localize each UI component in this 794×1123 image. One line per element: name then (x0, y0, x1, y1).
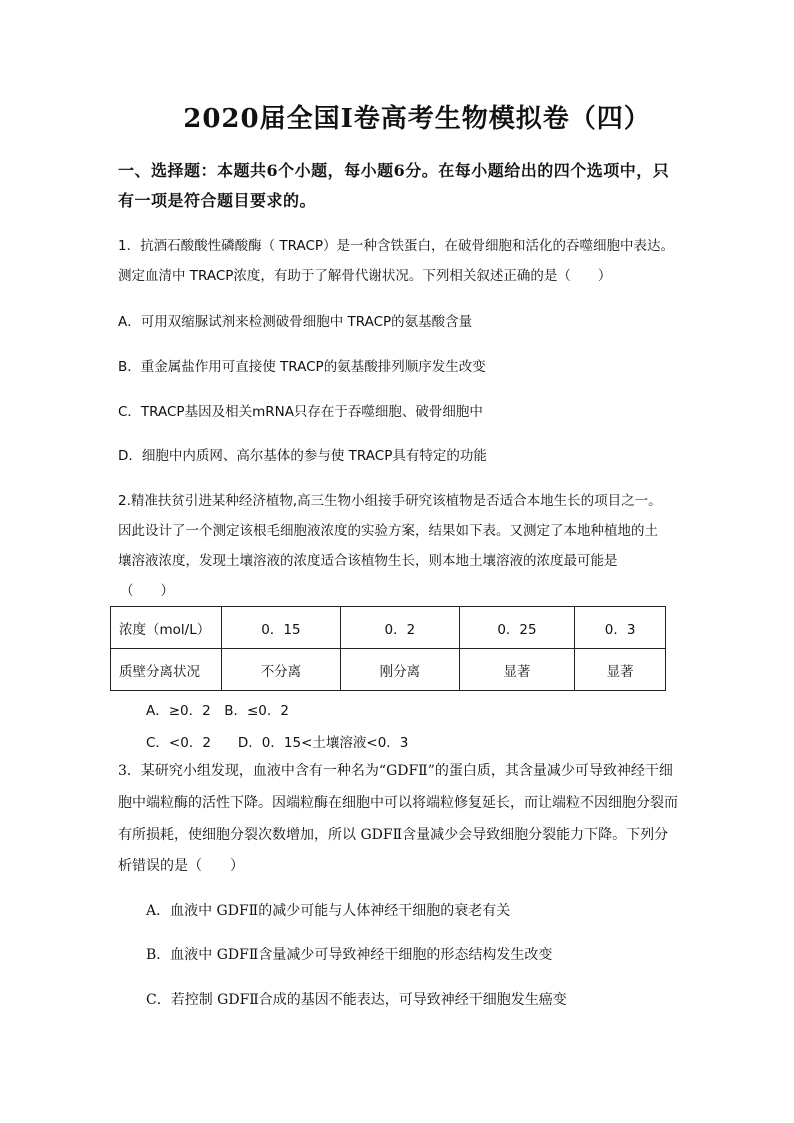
q3-option-b: B．血液中 GDFⅡ含量减少可导致神经干细胞的形态结构发生改变 (146, 947, 553, 963)
q2-stem-line-2: 因此设计了一个测定该根毛细胞液浓度的实验方案，结果如下表。又测定了本地种植地的土 (118, 523, 658, 539)
page-title: 2020届全国I卷高考生物模拟卷（四） (183, 104, 651, 134)
q3-stem-line-3: 有所损耗，使细胞分裂次数增加，所以 GDFⅡ含量减少会导致细胞分裂能力下降。下列分 (118, 827, 669, 843)
q1-option-d: D．细胞中内质网、高尔基体的参与使 TRACP具有特定的功能 (118, 448, 487, 464)
table-cell: 不分离 (222, 649, 341, 691)
section-heading-line-2: 有一项是符合题目要求的。 (118, 191, 317, 210)
q1-stem-line-1: 1．抗酒石酸酸性磷酸酶（ TRACP）是一种含铁蛋白，在破骨细胞和活化的吞噬细胞中表达。 (118, 238, 675, 254)
table-cell: 刚分离 (340, 649, 459, 691)
table-cell: 0．25 (459, 607, 574, 649)
q3-stem-line-4: 析错误的是（ ） (118, 858, 244, 874)
q2-options-line-1: A．≥0．2 B．≤0．2 (146, 703, 289, 719)
q3-option-c: C．若控制 GDFⅡ合成的基因不能表达，可导致神经干细胞发生癌变 (146, 992, 567, 1008)
table-row (111, 649, 666, 691)
table-cell: 0．15 (222, 607, 341, 649)
section-heading-line-1: 一、选择题：本题共6个小题，每小题6分。在每小题给出的四个选项中，只 (118, 161, 670, 180)
q2-stem-line-1: 2.精准扶贫引进某种经济植物,高三生物小组接手研究该植物是否适合本地生长的项目之一。 (118, 493, 662, 509)
q1-option-b: B．重金属盐作用可直接使 TRACP的氨基酸排列顺序发生改变 (118, 359, 486, 375)
q3-option-a: A．血液中 GDFⅡ的减少可能与人体神经干细胞的衰老有关 (146, 903, 511, 919)
q3-stem-line-2: 胞中端粒酶的活性下降。因端粒酶在细胞中可以将端粒修复延长，而让端粒不因细胞分裂而 (118, 795, 678, 811)
table-cell: 显著 (575, 649, 666, 691)
table-cell: 0．3 (575, 607, 666, 649)
table-row-header-concentration: 浓度（mol/L） (111, 607, 222, 649)
table-cell: 0．2 (340, 607, 459, 649)
q2-stem-line-4: （ ） (120, 583, 174, 599)
concentration-table (110, 606, 666, 691)
table-row (111, 607, 666, 649)
table-row-header-plasmolysis: 质壁分离状况 (111, 649, 222, 691)
q2-options-line-2: C．<0．2 D．0．15<土壤溶液<0．3 (146, 735, 409, 751)
q2-stem-line-3: 壤溶液浓度，发现土壤溶液的浓度适合该植物生长，则本地土壤溶液的浓度最可能是 (118, 553, 618, 569)
q1-option-a: A．可用双缩脲试剂来检测破骨细胞中 TRACP的氨基酸含量 (118, 314, 473, 330)
q1-stem-line-2: 测定血清中 TRACP浓度，有助于了解骨代谢状况。下列相关叙述正确的是（ ） (118, 268, 612, 284)
q1-option-c: C．TRACP基因及相关mRNA只存在于吞噬细胞、破骨细胞中 (118, 404, 483, 420)
q3-stem-line-1: 3．某研究小组发现，血液中含有一种名为“GDFⅡ”的蛋白质，其含量减少可导致神经干细 (118, 763, 673, 779)
table-cell: 显著 (459, 649, 574, 691)
